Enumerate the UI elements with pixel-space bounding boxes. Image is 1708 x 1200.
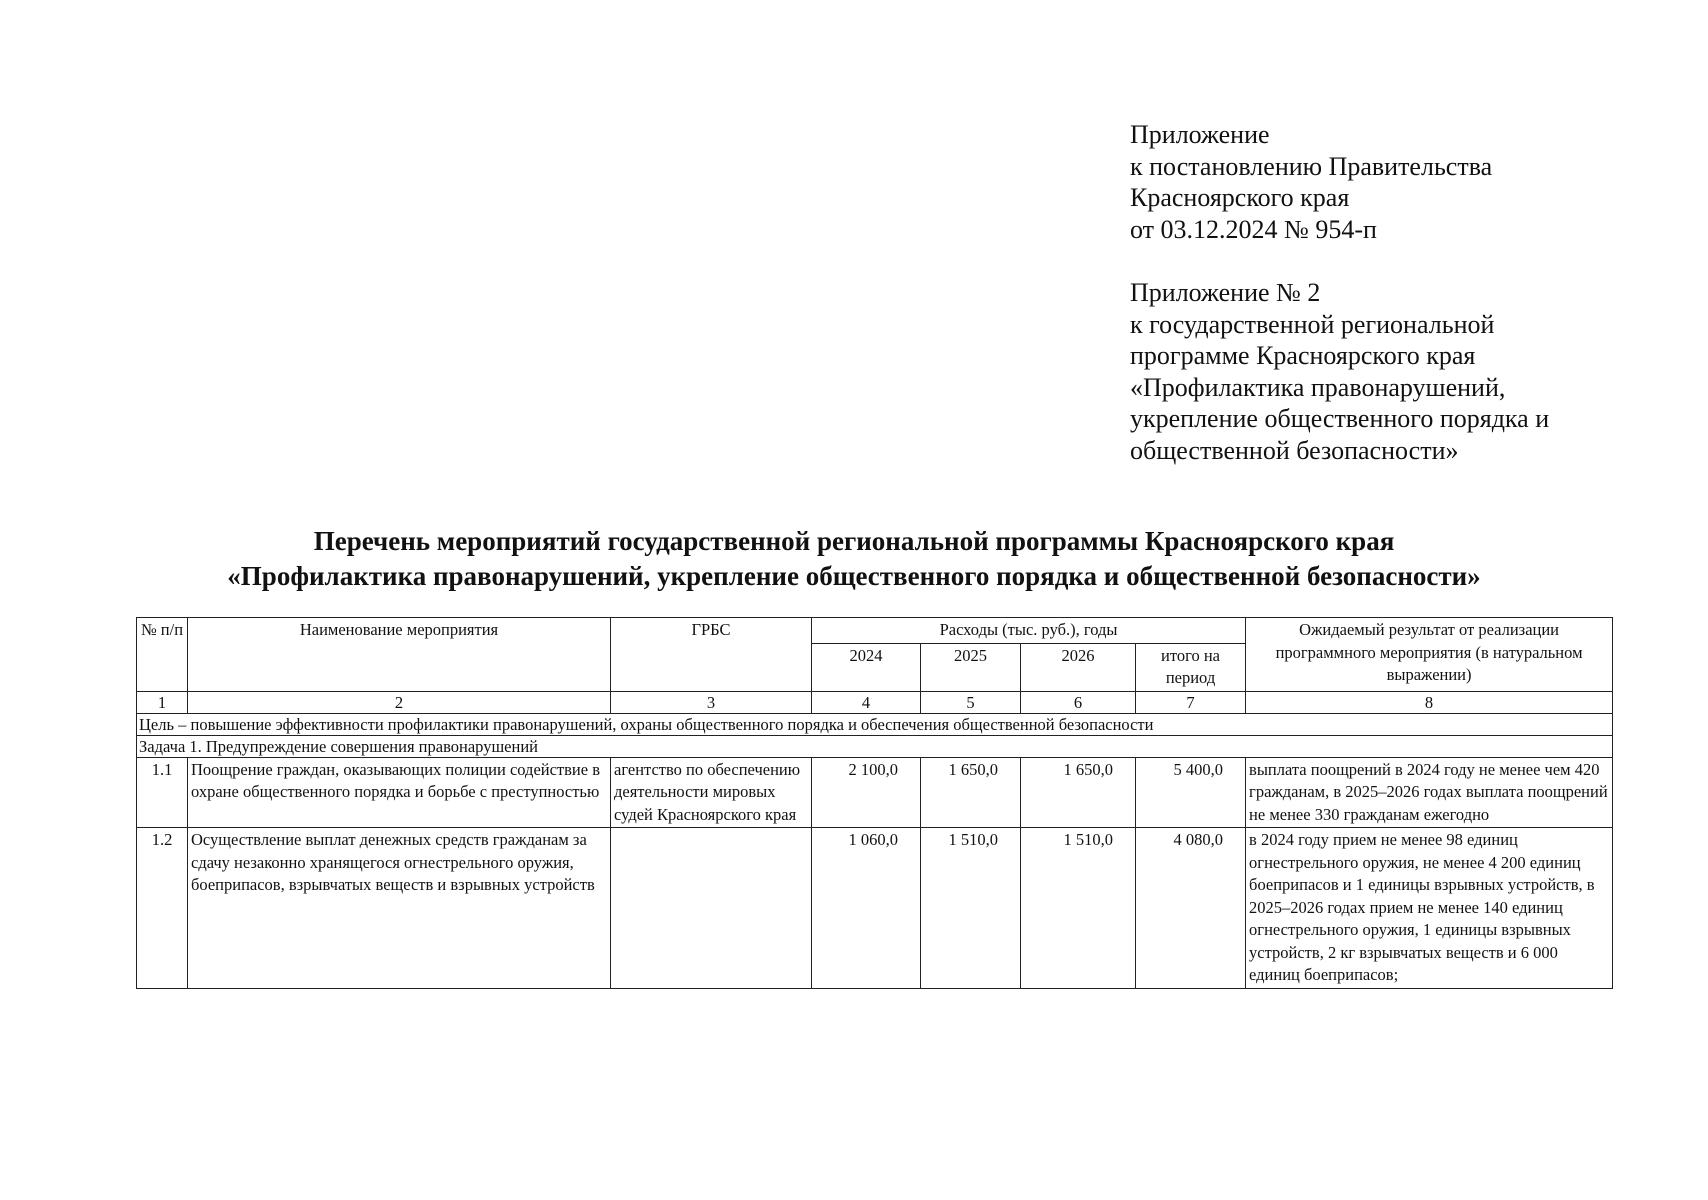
row-2024: 2 100,0	[812, 757, 921, 828]
appendix-line: Приложение	[1130, 120, 1270, 149]
appendix-line: укрепление общественного порядка и	[1130, 404, 1550, 433]
column-number: 5	[921, 691, 1021, 713]
header-grbs: ГРБС	[611, 618, 812, 692]
row-grbs: агентство по обеспечению деятельности мировых судей Красноярского края	[611, 757, 812, 828]
column-number: 4	[812, 691, 921, 713]
header-total: итого на период	[1136, 643, 1246, 691]
row-result: в 2024 году прием не менее 98 единиц огнестрельного оружия, не менее 4 200 единиц боеприпасов и 1 единицы взрывных устройств, в 2025–2026 годах прием не менее 140 единиц огнестрельного оружия, 1 единицы взрывных устройств, 2 кг взрывчатых веществ и 6 000 единиц боеприпасов;	[1246, 828, 1613, 989]
header-expenses: Расходы (тыс. руб.), годы	[812, 618, 1246, 644]
header-num: № п/п	[137, 618, 188, 692]
measures-table	[136, 617, 1613, 989]
appendix-line: от 03.12.2024 № 954-п	[1130, 214, 1377, 244]
appendix-line: к государственной региональной	[1130, 309, 1495, 339]
document-title-line: «Профилактика правонарушений, укрепление общественного порядка и общественной безопасности»	[227, 561, 1481, 591]
document-title-line: Перечень мероприятий государственной региональной программы Красноярского края	[313, 526, 1395, 556]
header-year-2024: 2024	[812, 643, 921, 691]
column-number: 2	[188, 691, 611, 713]
row-2025: 1 510,0	[921, 828, 1021, 989]
row-result: выплата поощрений в 2024 году не менее чем 420 гражданам, в 2025–2026 годах выплата поощрений не менее 330 гражданам ежегодно	[1246, 757, 1613, 828]
column-number: 7	[1136, 691, 1246, 713]
row-2025: 1 650,0	[921, 757, 1021, 828]
goal-text: Цель – повышение эффективности профилактики правонарушений, охраны общественного порядка и обеспечения общественной безопасности	[137, 713, 1613, 735]
column-number: 6	[1021, 691, 1136, 713]
column-number: 1	[137, 691, 188, 713]
header-year-2025: 2025	[921, 643, 1021, 691]
table-row	[137, 757, 1613, 828]
row-name: Поощрение граждан, оказывающих полиции содействие в охране общественного порядка и борьбе с преступностью	[188, 757, 611, 828]
task-row	[137, 735, 1613, 757]
row-2026: 1 650,0	[1021, 757, 1136, 828]
goal-row	[137, 713, 1613, 735]
table-header-row	[137, 618, 1613, 644]
task-text: Задача 1. Предупреждение совершения правонарушений	[137, 735, 1613, 757]
header-year-2026: 2026	[1021, 643, 1136, 691]
header-result: Ожидаемый результат от реализации программного мероприятия (в натуральном выражении)	[1246, 618, 1613, 692]
header-name: Наименование мероприятия	[188, 618, 611, 692]
appendix-line: Красноярского края	[1130, 183, 1350, 212]
column-numbers-row	[137, 691, 1613, 713]
table-row	[137, 828, 1613, 989]
row-grbs	[611, 828, 812, 989]
appendix-line: общественной безопасности»	[1130, 435, 1459, 465]
document-title	[0, 524, 1708, 594]
appendix-line: «Профилактика правонарушений,	[1130, 372, 1506, 402]
row-name: Осуществление выплат денежных средств гражданам за сдачу незаконно хранящегося огнестрельного оружия, боеприпасов, взрывчатых веществ и взрывных устройств	[188, 828, 611, 989]
row-num: 1.2	[137, 828, 188, 989]
row-2026: 1 510,0	[1021, 828, 1136, 989]
appendix-line: к постановлению Правительства	[1130, 151, 1493, 181]
row-num: 1.1	[137, 757, 188, 828]
column-number: 3	[611, 691, 812, 713]
row-2024: 1 060,0	[812, 828, 921, 989]
appendix-line: программе Красноярского края	[1130, 341, 1476, 370]
appendix-block-government-resolution	[1130, 119, 1492, 245]
row-total: 5 400,0	[1136, 757, 1246, 828]
appendix-line: Приложение № 2	[1130, 278, 1321, 307]
column-number: 8	[1246, 691, 1613, 713]
row-total: 4 080,0	[1136, 828, 1246, 989]
appendix-block-program	[1130, 277, 1549, 466]
